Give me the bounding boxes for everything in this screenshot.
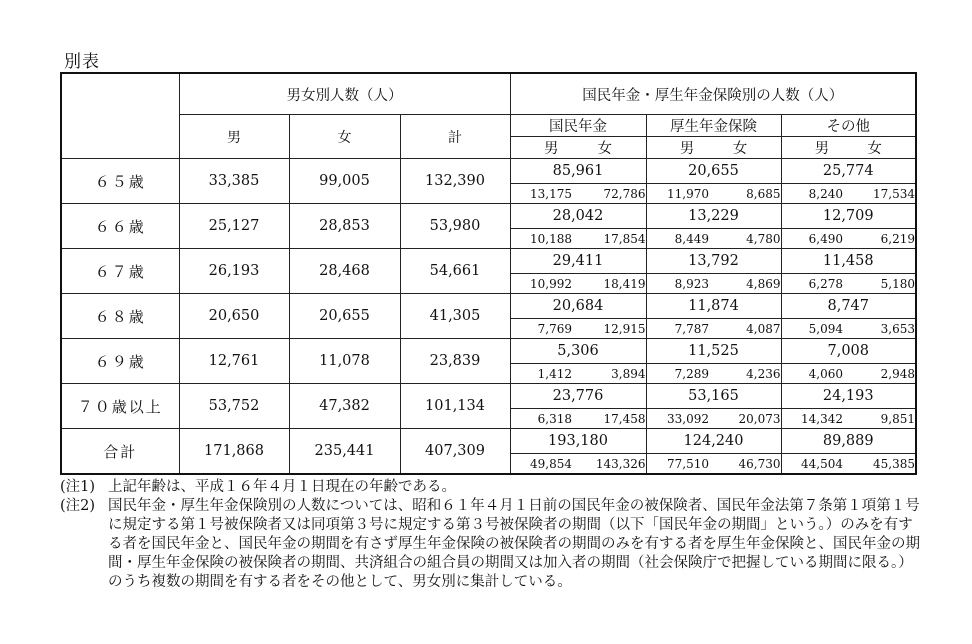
kokumin-female: 12,915 <box>572 319 646 339</box>
male-count: 25,127 <box>179 204 289 249</box>
kokumin-male-label: 男 <box>544 141 559 157</box>
kokumin-female: 18,419 <box>572 274 646 294</box>
kokumin-female: 17,854 <box>572 229 646 249</box>
kosei-total: 11,525 <box>646 339 781 364</box>
kosei-female: 4,869 <box>709 274 781 294</box>
total-count: 53,980 <box>400 204 510 249</box>
total-count: 101,134 <box>400 384 510 429</box>
kosei-male: 11,970 <box>646 184 709 204</box>
gender-group-header: 男女別人数（人） <box>179 73 510 115</box>
other-female: 9,851 <box>843 409 916 429</box>
age-label: ６８歳 <box>61 294 179 339</box>
total-count: 23,839 <box>400 339 510 384</box>
kokumin-male: 6,318 <box>510 409 572 429</box>
female-count: 28,853 <box>289 204 400 249</box>
table-row <box>61 384 916 409</box>
other-female-label: 女 <box>867 141 882 157</box>
age-label: ６９歳 <box>61 339 179 384</box>
age-label: ６７歳 <box>61 249 179 294</box>
other-header: その他 <box>781 115 916 137</box>
kosei-male: 33,092 <box>646 409 709 429</box>
kokumin-female: 17,458 <box>572 409 646 429</box>
male-count: 12,761 <box>179 339 289 384</box>
kosei-female: 4,780 <box>709 229 781 249</box>
kosei-gender-header <box>646 137 781 159</box>
other-total: 7,008 <box>781 339 916 364</box>
other-male: 5,094 <box>781 319 843 339</box>
other-total: 25,774 <box>781 159 916 184</box>
female-count: 235,441 <box>289 429 400 475</box>
other-total: 89,889 <box>781 429 916 454</box>
table-row <box>61 294 916 319</box>
total-header: 計 <box>400 115 510 159</box>
table-caption: 別表 <box>64 52 100 72</box>
statistics-table <box>60 72 917 475</box>
kokumin-total: 23,776 <box>510 384 646 409</box>
kosei-male: 8,449 <box>646 229 709 249</box>
corner-cell <box>61 73 179 159</box>
kosei-female: 46,730 <box>709 454 781 475</box>
pension-group-header: 国民年金・厚生年金保険別の人数（人） <box>510 73 916 115</box>
other-total: 11,458 <box>781 249 916 274</box>
male-count: 171,868 <box>179 429 289 475</box>
other-female: 6,219 <box>843 229 916 249</box>
notes-section <box>60 478 920 592</box>
total-count: 41,305 <box>400 294 510 339</box>
other-female: 3,653 <box>843 319 916 339</box>
kosei-male-label: 男 <box>679 141 695 157</box>
kosei-total: 20,655 <box>646 159 781 184</box>
note-2 <box>60 497 920 592</box>
table-row <box>61 339 916 364</box>
note-1 <box>60 478 920 497</box>
male-count: 20,650 <box>179 294 289 339</box>
kokumin-male: 7,769 <box>510 319 572 339</box>
other-female: 2,948 <box>843 364 916 384</box>
kokumin-female: 3,894 <box>572 364 646 384</box>
kokumin-male: 49,854 <box>510 454 572 475</box>
total-count: 407,309 <box>400 429 510 475</box>
female-header: 女 <box>289 115 400 159</box>
male-count: 53,752 <box>179 384 289 429</box>
female-count: 20,655 <box>289 294 400 339</box>
kosei-male: 7,289 <box>646 364 709 384</box>
kokumin-female: 143,326 <box>572 454 646 475</box>
other-female: 45,385 <box>843 454 916 475</box>
table-row <box>61 159 916 184</box>
other-male: 44,504 <box>781 454 843 475</box>
other-male: 4,060 <box>781 364 843 384</box>
male-count: 33,385 <box>179 159 289 204</box>
kosei-total: 53,165 <box>646 384 781 409</box>
table-row <box>61 204 916 229</box>
other-total: 24,193 <box>781 384 916 409</box>
kokumin-total: 29,411 <box>510 249 646 274</box>
kosei-male: 77,510 <box>646 454 709 475</box>
total-count: 132,390 <box>400 159 510 204</box>
kokumin-male: 10,992 <box>510 274 572 294</box>
kosei-female: 4,087 <box>709 319 781 339</box>
other-gender-header <box>781 137 916 159</box>
kosei-male: 7,787 <box>646 319 709 339</box>
female-count: 11,078 <box>289 339 400 384</box>
kokumin-total: 28,042 <box>510 204 646 229</box>
kokumin-male: 13,175 <box>510 184 572 204</box>
kokumin-female: 72,786 <box>572 184 646 204</box>
age-label: ６５歳 <box>61 159 179 204</box>
kokumin-female-label: 女 <box>597 141 612 157</box>
table-row <box>61 429 916 454</box>
other-male: 6,490 <box>781 229 843 249</box>
kokumin-male: 10,188 <box>510 229 572 249</box>
female-count: 47,382 <box>289 384 400 429</box>
total-count: 54,661 <box>400 249 510 294</box>
kosei-female: 8,685 <box>709 184 781 204</box>
kokumin-gender-header <box>510 137 646 159</box>
female-count: 99,005 <box>289 159 400 204</box>
note-text: 国民年金・厚生年金保険別の人数については、昭和６１年４月１日前の国民年金の被保険者、国民年金法第７条第１項第１号に規定する第１号被保険者又は同項第３号に規定する第３号被保険者の期間（以下「国民年金の期間」という。）のみを有する者を国民年金と、国民年金の期間を有さず厚生年金保険の被保険者の期間のみを有する者を厚生年金保険と、国民年金の期間・厚生年金保険の被保険者の期間、共済組合の組合員の期間又は加入者の期間（社会保険庁で把握している期間に限る。）のうち複数の期間を有する者をその他として、男女別に集計している。 <box>108 498 920 590</box>
male-count: 26,193 <box>179 249 289 294</box>
kokumin-total: 193,180 <box>510 429 646 454</box>
kosei-male: 8,923 <box>646 274 709 294</box>
age-label: ６６歳 <box>61 204 179 249</box>
kokumin-total: 85,961 <box>510 159 646 184</box>
kosei-female-label: 女 <box>732 141 748 157</box>
kokumin-header: 国民年金 <box>510 115 646 137</box>
age-label: 合計 <box>61 429 179 475</box>
kosei-female: 4,236 <box>709 364 781 384</box>
kosei-header: 厚生年金保険 <box>646 115 781 137</box>
other-total: 12,709 <box>781 204 916 229</box>
other-male-label: 男 <box>814 141 830 157</box>
kokumin-total: 5,306 <box>510 339 646 364</box>
kosei-total: 13,229 <box>646 204 781 229</box>
other-male: 6,278 <box>781 274 843 294</box>
other-male: 14,342 <box>781 409 843 429</box>
other-female: 17,534 <box>843 184 916 204</box>
kosei-female: 20,073 <box>709 409 781 429</box>
kokumin-male: 1,412 <box>510 364 572 384</box>
note-text: 上記年齢は、平成１６年４月１日現在の年齢である。 <box>108 479 456 495</box>
female-count: 28,468 <box>289 249 400 294</box>
note-label: (注2) <box>60 498 96 514</box>
table-row <box>61 249 916 274</box>
note-label: (注1) <box>60 479 96 495</box>
kokumin-total: 20,684 <box>510 294 646 319</box>
table-body <box>61 159 916 475</box>
kosei-total: 124,240 <box>646 429 781 454</box>
male-header: 男 <box>179 115 289 159</box>
other-total: 8,747 <box>781 294 916 319</box>
age-label: ７０歳以上 <box>61 384 179 429</box>
kosei-total: 13,792 <box>646 249 781 274</box>
other-male: 8,240 <box>781 184 843 204</box>
kosei-total: 11,874 <box>646 294 781 319</box>
other-female: 5,180 <box>843 274 916 294</box>
